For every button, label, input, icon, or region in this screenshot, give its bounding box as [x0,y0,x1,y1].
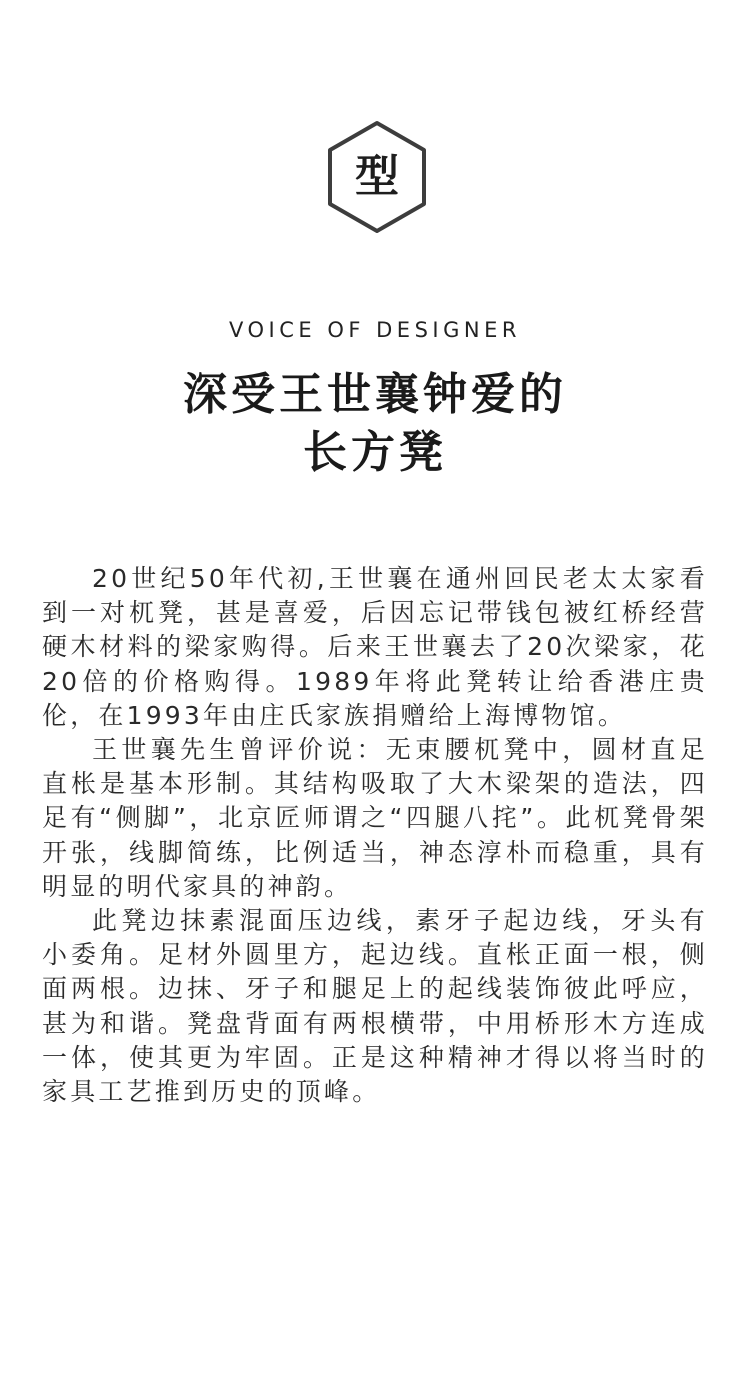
title-line-1: 深受王世襄钟爱的 [183,369,567,420]
title-line-2: 长方凳 [303,427,447,478]
article-paragraph: 王世襄先生曾评价说：无束腰杌凳中，圆材直足直枨是基本形制。其结构吸取了大木梁架的造法，四足有“侧脚”，北京匠师谓之“四腿八挓”。此杌凳骨架开张，线脚简练，比例适当，神态淳朴而稳重，具有明显的明代家具的神韵。 [42,735,708,901]
article-paragraph: 此凳边抹素混面压边线，素牙子起边线，牙头有小委角。足材外圆里方，起边线。直枨正面一根，侧面两根。边抹、牙子和腿足上的起线装饰彼此呼应，甚为和谐。凳盘背面有两根横带，中用桥形木方连成一体，使其更为牢固。正是这种精神才得以将当时的家具工艺推到历史的顶峰。 [42,906,708,1107]
article-body [42,562,708,1109]
article-paragraph: 20世纪50年代初,王世襄在通州回民老太太家看到一对杌凳，甚是喜爱，后因忘记带钱包被红桥经营硬木材料的梁家购得。后来王世襄去了20次梁家，花20倍的价格购得。1989年将此凳转让给香港庄贵伦，在1993年由庄氏家族捐赠给上海博物馆。 [42,564,708,730]
section-subtitle: VOICE OF DESIGNER [229,318,521,342]
hexagon-badge [326,120,428,234]
page-title [0,366,750,482]
badge-character: 型 [355,151,399,202]
